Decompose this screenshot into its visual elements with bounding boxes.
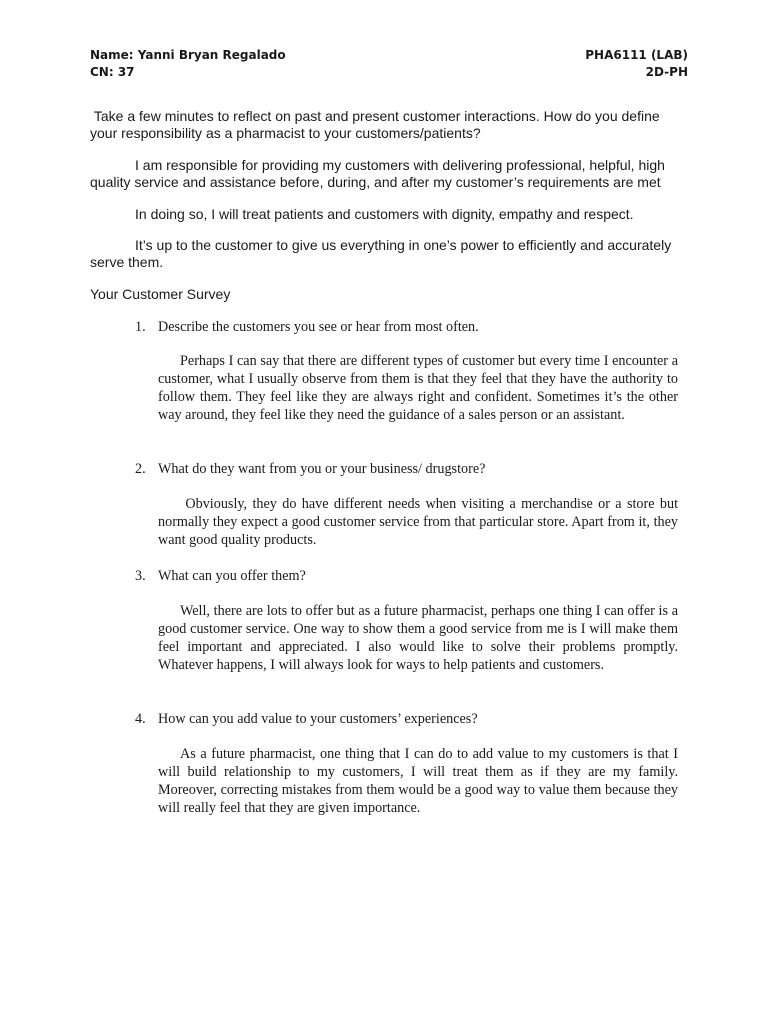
section-code: 2D-PH <box>645 65 688 79</box>
response-paragraph-1: I am responsible for providing my customers with delivering professional, helpful, high quality service and assistance before, during, and after my customer’s requirements are met <box>90 157 665 190</box>
reflection-prompt: Take a few minutes to reflect on past and present customer interactions. How do you define your responsibility as a pharmacist to your customers/patients? <box>90 108 664 141</box>
course-info <box>585 47 688 81</box>
student-info <box>90 47 286 81</box>
class-number: CN: 37 <box>90 65 135 79</box>
question-text: What can you offer them? <box>158 568 306 584</box>
answer-3: Well, there are lots to offer but as a future pharmacist, perhaps one thing I can offer is a good customer service. One way to show them a good service from me is I will make them feel important and appreciated. I also would like to solve their problems promptly. Whatever happens, I will always look for ways to help patients and customers. <box>158 603 678 673</box>
question-1 <box>135 318 680 336</box>
answer-2: Obviously, they do have different needs when visiting a merchandise or a store but normally they expect a good customer service from that particular store. Apart from it, they want good quality products. <box>158 496 682 548</box>
question-3 <box>135 567 680 585</box>
survey-heading: Your Customer Survey <box>90 286 231 302</box>
question-number: 2. <box>135 461 146 477</box>
question-text: What do they want from you or your business/ drugstore? <box>158 461 486 477</box>
answer-1: Perhaps I can say that there are different types of customer but every time I encounter a customer, what I usually observe from them is that they feel that they have the authority to follow them. They feel like they are always right and confident. Sometimes it’s the other way around, they feel like they need the guidance of a sales person or an assistant. <box>158 353 678 423</box>
student-name: Name: Yanni Bryan Regalado <box>90 48 286 62</box>
response-paragraph-2: In doing so, I will treat patients and customers with dignity, empathy and respect. <box>135 206 634 222</box>
question-4 <box>135 710 680 728</box>
question-text: Describe the customers you see or hear from most often. <box>158 319 479 335</box>
course-code: PHA6111 (LAB) <box>585 48 688 62</box>
question-2 <box>135 460 680 478</box>
question-text: How can you add value to your customers’ experiences? <box>158 711 478 727</box>
response-paragraph-3: It’s up to the customer to give us everything in one’s power to efficiently and accurately serve them. <box>90 237 672 270</box>
answer-4: As a future pharmacist, one thing that I can do to add value to my customers is that I will build relationship to my customers, I will treat them as if they are my family. Moreover, correcting mistakes from them would be a good way to value them because they will really feel that they are given importance. <box>158 746 678 816</box>
question-number: 4. <box>135 711 146 727</box>
question-number: 1. <box>135 319 146 335</box>
question-number: 3. <box>135 568 146 584</box>
